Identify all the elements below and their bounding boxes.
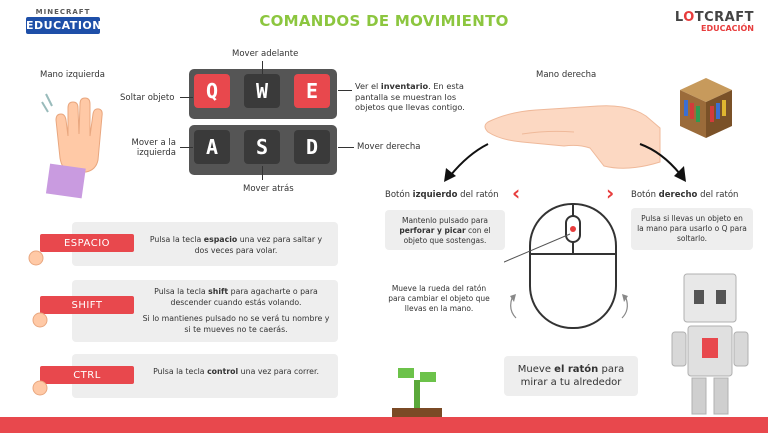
label-move-left: Mover a la izquierda bbox=[131, 138, 176, 158]
connector-e bbox=[338, 90, 352, 91]
finger-tap-icon bbox=[26, 248, 46, 268]
connector-s bbox=[262, 166, 263, 180]
left-hand-icon bbox=[40, 88, 110, 200]
logo-top-text: MINECRAFT bbox=[35, 8, 91, 16]
lotcraft-logo bbox=[675, 10, 754, 33]
arrow-to-left-button-icon bbox=[438, 140, 498, 186]
space-key-button: ESPACIO bbox=[40, 234, 134, 252]
connector-q bbox=[180, 97, 193, 98]
header bbox=[0, 0, 768, 42]
chevron-left-icon: ‹ bbox=[512, 181, 521, 205]
ctrl-key-button: CTRL bbox=[40, 366, 134, 384]
bookshelf-block-icon bbox=[676, 76, 736, 140]
logo-bottom-text: EDUCATION bbox=[26, 19, 102, 32]
left-hand-label: Mano izquierda bbox=[40, 70, 105, 80]
ctrl-instruction-card: Pulsa la tecla control una vez para correr. bbox=[72, 354, 338, 398]
space-instruction-card: Pulsa la tecla espacio una vez para saltar y dos veces para volar. bbox=[72, 222, 338, 266]
left-mouse-button-label: Botón izquierdo del ratón bbox=[385, 190, 499, 200]
page-title: COMANDOS DE MOVIMIENTO bbox=[259, 12, 509, 30]
sprout-icon bbox=[392, 362, 442, 418]
label-move-right: Mover derecha bbox=[357, 142, 421, 152]
key-w: W bbox=[244, 74, 280, 108]
shift-instruction-extra: Si lo mantienes pulsado no se verá tu nombre y si te mueves no te caerás. bbox=[142, 314, 330, 334]
connector-w bbox=[262, 61, 263, 74]
mouse-icon bbox=[504, 198, 634, 338]
key-q: Q bbox=[194, 74, 230, 108]
arrow-to-right-button-icon bbox=[636, 140, 692, 186]
key-e: E bbox=[294, 74, 330, 108]
connector-a bbox=[180, 147, 193, 148]
footer-bar bbox=[0, 417, 768, 433]
lotcraft-logo-subtitle: EDUCACIÓN bbox=[700, 24, 754, 33]
lotcraft-logo-name: LOTCRAFT bbox=[674, 10, 754, 25]
shift-instruction-text: Pulsa la tecla shift para agacharte o para descender cuando estás volando. bbox=[154, 287, 318, 307]
mouse-wheel-label: Mueve la rueda del ratón para cambiar el objeto que llevas en la mano. bbox=[388, 284, 490, 313]
connector-d bbox=[338, 147, 354, 148]
key-d: D bbox=[294, 130, 330, 164]
agent-robot-icon bbox=[664, 268, 756, 418]
key-s: S bbox=[244, 130, 280, 164]
right-mouse-button-label: Botón derecho del ratón bbox=[631, 190, 739, 200]
right-button-info-box: Pulsa si llevas un objeto en la mano para usarlo o Q para soltarlo. bbox=[631, 208, 753, 250]
right-hand-label: Mano derecha bbox=[536, 70, 597, 80]
label-inventory: Ver el inventario. En esta pantalla se muestran los objetos que llevas contigo. bbox=[355, 81, 465, 112]
shift-key-button: SHIFT bbox=[40, 296, 134, 314]
chevron-right-icon: › bbox=[606, 181, 615, 205]
label-move-forward: Mover adelante bbox=[232, 49, 299, 59]
finger-tap-icon bbox=[30, 310, 50, 330]
label-move-back: Mover atrás bbox=[243, 184, 294, 194]
label-drop-item: Soltar objeto bbox=[120, 93, 175, 103]
move-mouse-info-box: Mueve el ratón para mirar a tu alrededor bbox=[504, 356, 638, 396]
key-a: A bbox=[194, 130, 230, 164]
finger-tap-icon bbox=[30, 378, 50, 398]
left-button-info-box: Mantenlo pulsado para perforar y picar con el objeto que sostengas. bbox=[385, 210, 505, 250]
